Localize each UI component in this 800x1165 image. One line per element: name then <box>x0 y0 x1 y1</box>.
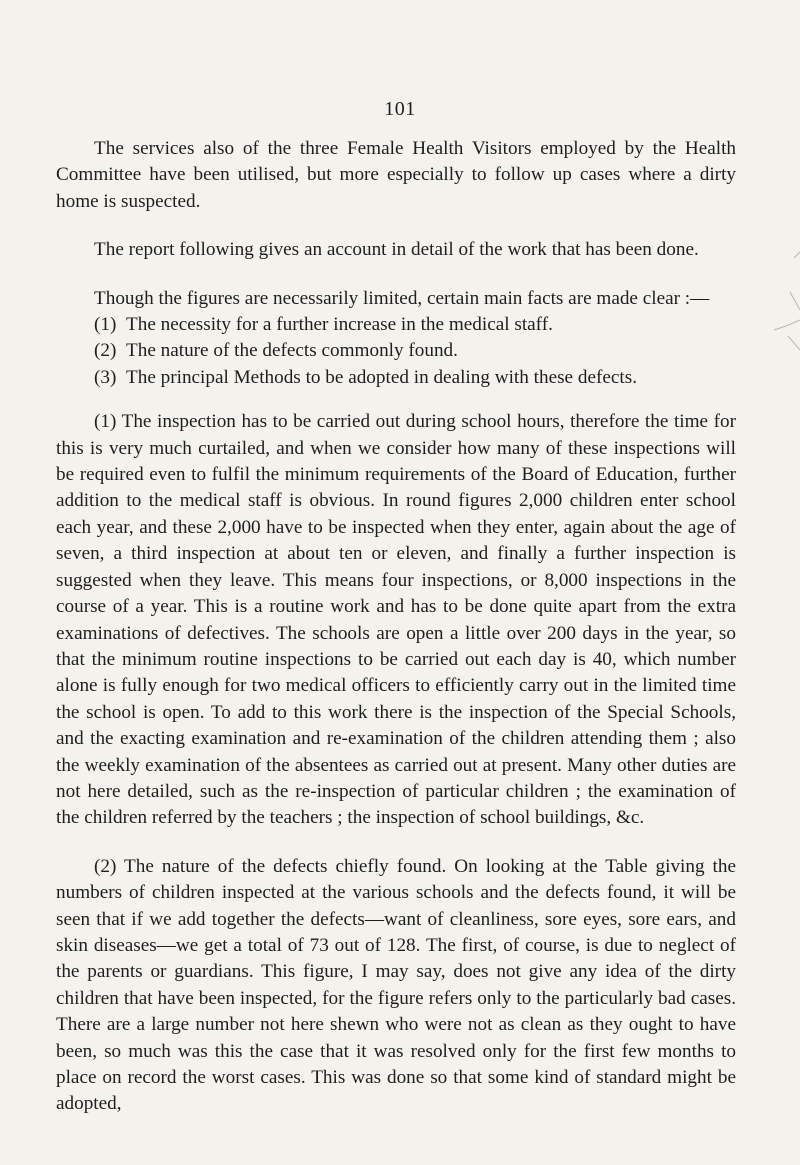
paragraph-nature-of-defects: (2) The nature of the defects chiefly found. On looking at the Table giving the numbers of children inspected at the various schools and the defects found, it will be seen that if we add together the defects—want of cleanliness, sore eyes, sore ears, and skin diseases—we get a total of 73 out of 128. The first, of course, is due to neglect of the parents or guardians. This figure, I may say, does not give any idea of the dirty children that have been inspected, for the figure refers only to the particularly bad cases. There are a large number not here shewn who were not as clean as they ought to have been, so much was this the case that it was resolved only for the first few months to place on record the worst cases. This was done so that some kind of standard might be adopted, <box>56 855 736 1115</box>
list-item <box>94 312 736 338</box>
paragraph-main-facts-intro: Though the figures are necessarily limited, certain main facts are made clear :— <box>94 287 710 309</box>
paragraph-health-visitors: The services also of the three Female Health Visitors employed by the Health Committee have been utilised, but more especially to follow up cases where a dirty home is suspected. <box>56 138 736 212</box>
document-body <box>56 136 736 1118</box>
paragraph-report-following: The report following gives an account in detail of the work that has been done. <box>94 239 699 261</box>
page-edge-mark <box>760 250 800 380</box>
list-item-text: The nature of the defects commonly found. <box>126 340 458 362</box>
list-item-number: (1) <box>94 314 117 336</box>
list-item-text: The principal Methods to be adopted in dealing with these defects. <box>126 366 637 388</box>
page-number: 101 <box>384 98 416 120</box>
list-item <box>94 365 736 391</box>
list-item-text: The necessity for a further increase in the medical staff. <box>126 314 553 336</box>
main-facts-list <box>56 312 736 391</box>
list-item-number: (3) <box>94 366 117 388</box>
list-item <box>94 338 736 364</box>
list-item-number: (2) <box>94 340 117 362</box>
paragraph-inspection-hours: (1) The inspection has to be carried out during school hours, therefore the time for this is very much curtailed, and when we consider how many of these inspections will be required even to fulfil the minimum requirements of the Board of Education, further addition to the medical staff is obvious. In round figures 2,000 children enter school each year, and these 2,000 have to be inspected when they enter, again about the age of seven, a third inspection at about ten or eleven, and finally a further inspection is suggested when they leave. This means four inspections, or 8,000 inspections in the course of a year. This is a routine work and has to be done quite apart from the extra examinations of defectives. The schools are open a little over 200 days in the year, so that the minimum routine inspections to be carried out each day is 40, which number alone is fully enough for two medical officers to efficiently carry out in the limited time the school is open. To add to this work there is the inspection of the Special Schools, and the exacting examination and re-examination of the children attending them ; also the weekly examination of the absentees as carried out at present. Many other duties are not here detailed, such as the re-inspection of particular children ; the examination of the children referred by the teachers ; the inspection of school buildings, &c. <box>56 411 736 829</box>
